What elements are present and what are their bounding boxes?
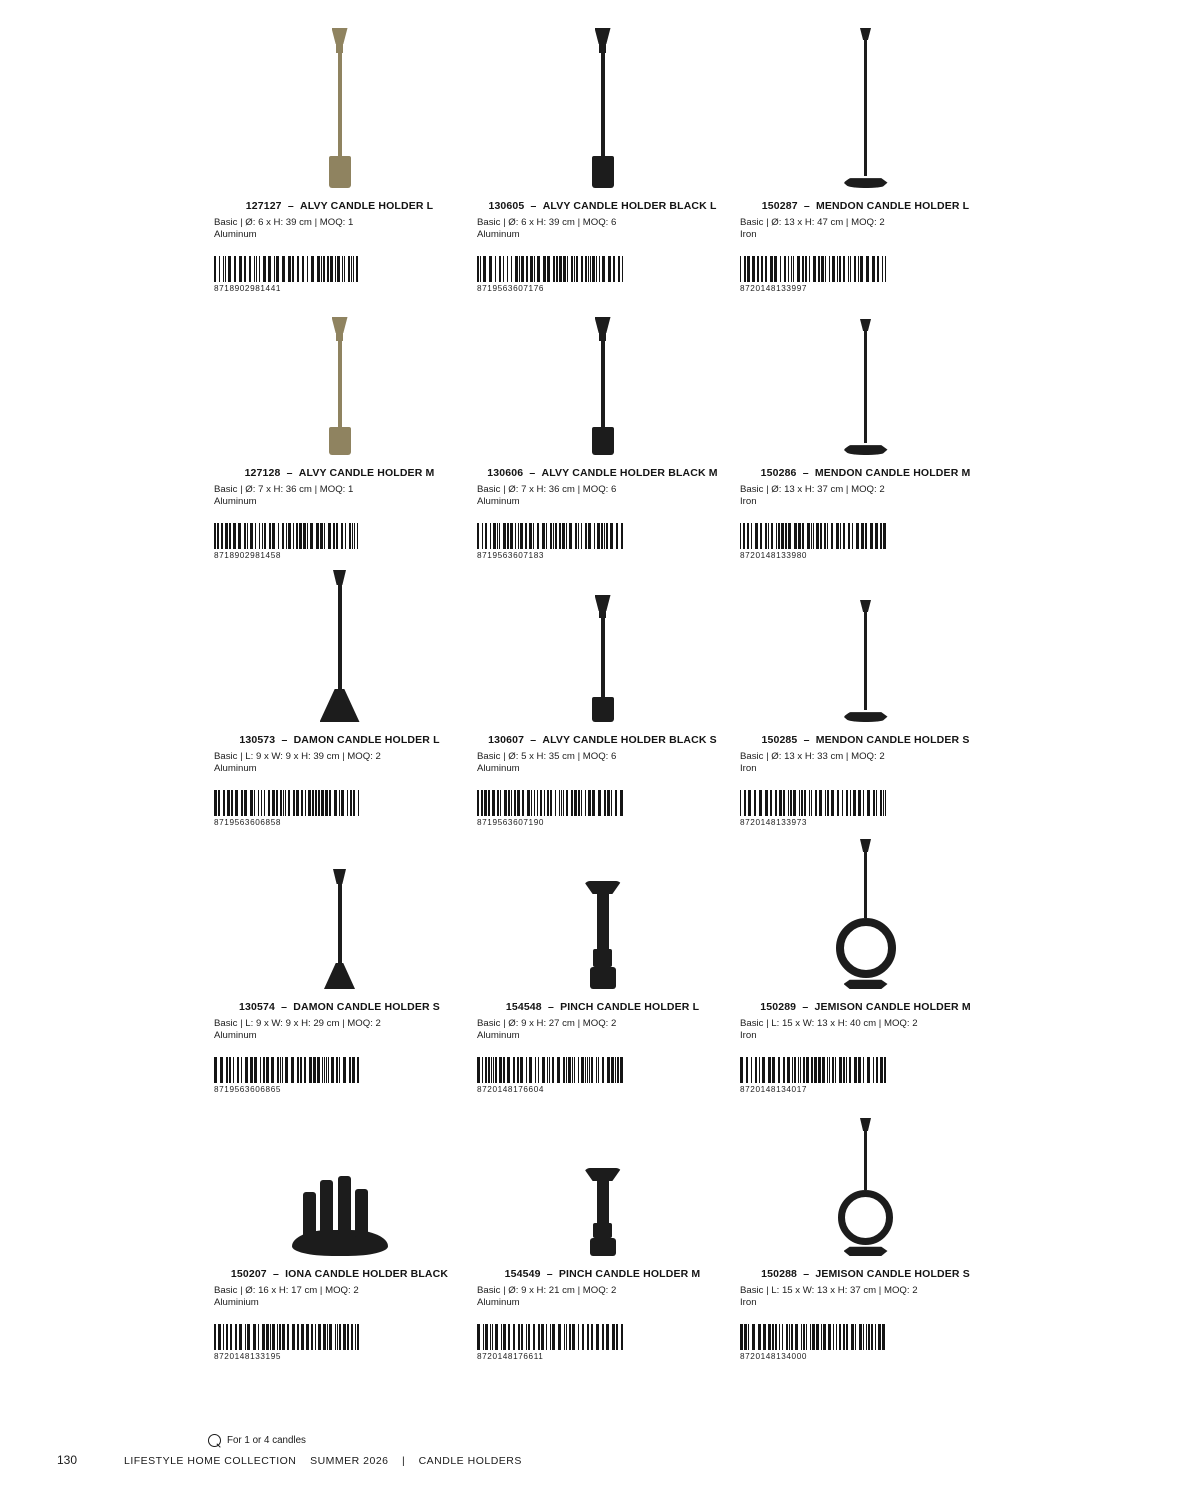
product-figure bbox=[734, 24, 997, 192]
product-image-jemison bbox=[826, 1118, 906, 1256]
product-name: MENDON CANDLE HOLDER S bbox=[815, 734, 970, 746]
product-cell bbox=[208, 558, 471, 825]
product-dash: – bbox=[530, 200, 537, 212]
product-code: 130574 bbox=[239, 1001, 275, 1013]
product-caption bbox=[471, 200, 734, 241]
product-title bbox=[471, 1001, 734, 1013]
barcode-number: 8720148133195 bbox=[214, 1352, 281, 1361]
product-title bbox=[734, 200, 997, 212]
product-barcode bbox=[477, 1057, 627, 1094]
product-dash: – bbox=[286, 467, 293, 479]
product-name: ALVY CANDLE HOLDER M bbox=[298, 467, 435, 479]
product-cell bbox=[208, 825, 471, 1092]
product-artwork bbox=[471, 825, 734, 989]
product-code: 130606 bbox=[487, 467, 524, 479]
product-name: DAMON CANDLE HOLDER L bbox=[293, 734, 440, 746]
product-code: 154548 bbox=[505, 1001, 542, 1013]
product-material: Aluminum bbox=[214, 229, 257, 240]
product-artwork bbox=[208, 1092, 471, 1256]
product-image-jemison bbox=[826, 839, 906, 989]
barcode-bars bbox=[214, 790, 360, 816]
barcode-bars bbox=[740, 256, 886, 282]
product-title bbox=[208, 734, 471, 746]
product-cell bbox=[734, 24, 997, 291]
product-specs: Basic | Ø: 9 x H: 27 cm | MOQ: 2 bbox=[477, 1018, 617, 1029]
product-title bbox=[471, 467, 734, 479]
product-name: ALVY CANDLE HOLDER BLACK S bbox=[542, 734, 717, 746]
product-artwork bbox=[734, 24, 997, 188]
product-artwork bbox=[208, 291, 471, 455]
product-cell bbox=[734, 825, 997, 1092]
product-figure bbox=[734, 291, 997, 459]
product-cell bbox=[471, 558, 734, 825]
product-dash: – bbox=[803, 1268, 810, 1280]
product-caption bbox=[471, 734, 734, 775]
footnote-text: For 1 or 4 candles bbox=[227, 1435, 306, 1446]
barcode-number: 8720148176604 bbox=[477, 1085, 544, 1094]
product-image-damon bbox=[305, 570, 375, 722]
product-cell bbox=[471, 1092, 734, 1359]
barcode-number: 8719563607183 bbox=[477, 551, 544, 560]
product-name: ALVY CANDLE HOLDER BLACK M bbox=[541, 467, 718, 479]
product-dash: – bbox=[281, 734, 288, 746]
product-image-alvy bbox=[310, 317, 370, 455]
product-caption bbox=[208, 734, 471, 775]
product-specs: Basic | Ø: 13 x H: 33 cm | MOQ: 2 bbox=[740, 751, 885, 762]
product-name: ALVY CANDLE HOLDER L bbox=[299, 200, 434, 212]
product-dash: – bbox=[802, 467, 809, 479]
product-title bbox=[471, 200, 734, 212]
barcode-bars bbox=[214, 256, 360, 282]
product-barcode bbox=[214, 523, 364, 560]
product-image-damon bbox=[305, 869, 375, 989]
product-material: Aluminum bbox=[477, 229, 520, 240]
product-specs: Basic | Ø: 9 x H: 21 cm | MOQ: 2 bbox=[477, 1285, 617, 1296]
product-code: 150288 bbox=[761, 1268, 798, 1280]
product-dash: – bbox=[547, 1001, 554, 1013]
product-specs: Basic | L: 9 x W: 9 x H: 39 cm | MOQ: 2 bbox=[214, 751, 381, 762]
product-barcode bbox=[740, 1057, 890, 1094]
product-code: 150289 bbox=[760, 1001, 797, 1013]
barcode-bars bbox=[477, 256, 623, 282]
barcode-number: 8718902981441 bbox=[214, 284, 281, 293]
product-material: Aluminum bbox=[214, 496, 257, 507]
product-caption bbox=[734, 734, 997, 775]
footer-separator: | bbox=[401, 1455, 406, 1467]
product-barcode bbox=[214, 256, 364, 293]
product-barcode bbox=[477, 1324, 627, 1361]
product-caption bbox=[471, 1268, 734, 1309]
footer-season: SUMMER 2026 bbox=[310, 1455, 389, 1467]
product-material: Aluminum bbox=[477, 763, 520, 774]
product-artwork bbox=[734, 1092, 997, 1256]
product-specs: Basic | Ø: 6 x H: 39 cm | MOQ: 6 bbox=[477, 217, 617, 228]
product-artwork bbox=[734, 825, 997, 989]
product-material: Iron bbox=[740, 229, 757, 240]
barcode-bars bbox=[214, 1324, 360, 1350]
product-artwork bbox=[471, 291, 734, 455]
barcode-number: 8720148134000 bbox=[740, 1352, 807, 1361]
barcode-bars bbox=[214, 523, 360, 549]
product-barcode bbox=[214, 790, 364, 827]
product-artwork bbox=[471, 24, 734, 188]
product-specs: Basic | Ø: 13 x H: 37 cm | MOQ: 2 bbox=[740, 484, 885, 495]
product-artwork bbox=[734, 291, 997, 455]
product-dash: – bbox=[287, 200, 294, 212]
page-footer bbox=[0, 1453, 1178, 1473]
product-barcode bbox=[214, 1057, 364, 1094]
product-name: DAMON CANDLE HOLDER S bbox=[293, 1001, 440, 1013]
product-material: Aluminium bbox=[214, 1297, 259, 1308]
product-cell bbox=[208, 24, 471, 291]
product-cell bbox=[208, 291, 471, 558]
barcode-number: 8720148133973 bbox=[740, 818, 807, 827]
footer-category: CANDLE HOLDERS bbox=[418, 1455, 522, 1467]
barcode-bars bbox=[740, 1057, 886, 1083]
barcode-number: 8719563606858 bbox=[214, 818, 281, 827]
product-material: Aluminum bbox=[477, 1297, 520, 1308]
product-cell bbox=[471, 825, 734, 1092]
product-caption bbox=[208, 200, 471, 241]
product-image-alvy bbox=[573, 595, 633, 722]
product-barcode bbox=[740, 256, 890, 293]
product-barcode bbox=[477, 256, 627, 293]
product-title bbox=[471, 1268, 734, 1280]
product-material: Aluminum bbox=[214, 763, 257, 774]
product-caption bbox=[734, 1268, 997, 1309]
product-image-alvy bbox=[573, 28, 633, 188]
product-dash: – bbox=[546, 1268, 553, 1280]
barcode-bars bbox=[740, 790, 886, 816]
product-specs: Basic | Ø: 6 x H: 39 cm | MOQ: 1 bbox=[214, 217, 354, 228]
product-image-mendon bbox=[831, 600, 901, 722]
barcode-number: 8718902981458 bbox=[214, 551, 281, 560]
product-name: ALVY CANDLE HOLDER BLACK L bbox=[542, 200, 717, 212]
product-figure bbox=[734, 558, 997, 726]
product-artwork bbox=[208, 24, 471, 188]
product-figure bbox=[471, 825, 734, 993]
product-specs: Basic | Ø: 7 x H: 36 cm | MOQ: 1 bbox=[214, 484, 354, 495]
product-code: 127128 bbox=[244, 467, 281, 479]
product-code: 150287 bbox=[761, 200, 798, 212]
product-specs: Basic | L: 15 x W: 13 x H: 37 cm | MOQ: 2 bbox=[740, 1285, 918, 1296]
product-figure bbox=[471, 291, 734, 459]
product-figure bbox=[208, 291, 471, 459]
product-caption bbox=[208, 1268, 471, 1309]
product-caption bbox=[471, 467, 734, 508]
product-title bbox=[734, 734, 997, 746]
product-caption bbox=[471, 1001, 734, 1042]
barcode-number: 8719563607190 bbox=[477, 818, 544, 827]
product-caption bbox=[208, 1001, 471, 1042]
product-material: Iron bbox=[740, 1297, 757, 1308]
page-number: 130 bbox=[57, 1453, 78, 1467]
product-title bbox=[208, 1001, 471, 1013]
footnote bbox=[208, 1434, 306, 1447]
product-barcode bbox=[740, 523, 890, 560]
product-cell bbox=[471, 291, 734, 558]
product-caption bbox=[208, 467, 471, 508]
product-specs: Basic | Ø: 5 x H: 35 cm | MOQ: 6 bbox=[477, 751, 617, 762]
product-code: 127127 bbox=[245, 200, 282, 212]
product-code: 150207 bbox=[230, 1268, 267, 1280]
product-grid bbox=[208, 24, 998, 1359]
product-image-pinch bbox=[568, 1168, 638, 1256]
footer-breadcrumb bbox=[124, 1455, 522, 1467]
product-specs: Basic | Ø: 16 x H: 17 cm | MOQ: 2 bbox=[214, 1285, 359, 1296]
product-artwork bbox=[471, 1092, 734, 1256]
product-code: 154549 bbox=[504, 1268, 541, 1280]
barcode-number: 8720148134017 bbox=[740, 1085, 807, 1094]
product-dash: – bbox=[281, 1001, 288, 1013]
product-name: MENDON CANDLE HOLDER L bbox=[816, 200, 970, 212]
product-figure bbox=[208, 558, 471, 726]
product-image-mendon bbox=[831, 28, 901, 188]
candle-count-icon bbox=[208, 1434, 221, 1447]
product-image-pinch bbox=[568, 881, 638, 989]
barcode-bars bbox=[214, 1057, 360, 1083]
product-artwork bbox=[208, 825, 471, 989]
barcode-number: 8720148133980 bbox=[740, 551, 807, 560]
product-artwork bbox=[208, 558, 471, 722]
barcode-bars bbox=[740, 523, 886, 549]
product-title bbox=[734, 1001, 997, 1013]
product-title bbox=[734, 467, 997, 479]
product-artwork bbox=[734, 558, 997, 722]
footer-collection: LIFESTYLE HOME COLLECTION bbox=[124, 1455, 297, 1467]
product-cell bbox=[734, 558, 997, 825]
product-dash: – bbox=[272, 1268, 279, 1280]
product-dash: – bbox=[529, 467, 536, 479]
product-cell bbox=[471, 24, 734, 291]
product-material: Aluminum bbox=[477, 1030, 520, 1041]
product-title bbox=[734, 1268, 997, 1280]
product-barcode bbox=[477, 523, 627, 560]
barcode-number: 8720148176611 bbox=[477, 1352, 544, 1361]
barcode-bars bbox=[477, 1324, 623, 1350]
product-dash: – bbox=[803, 734, 810, 746]
product-specs: Basic | L: 9 x W: 9 x H: 29 cm | MOQ: 2 bbox=[214, 1018, 381, 1029]
product-specs: Basic | Ø: 7 x H: 36 cm | MOQ: 6 bbox=[477, 484, 617, 495]
product-name: JEMISON CANDLE HOLDER M bbox=[814, 1001, 971, 1013]
product-barcode bbox=[214, 1324, 364, 1361]
product-figure bbox=[734, 1092, 997, 1260]
barcode-bars bbox=[477, 523, 623, 549]
product-figure bbox=[208, 24, 471, 192]
product-cell bbox=[734, 291, 997, 558]
product-code: 130605 bbox=[488, 200, 525, 212]
product-figure bbox=[734, 825, 997, 993]
product-code: 130607 bbox=[488, 734, 525, 746]
product-caption bbox=[734, 467, 997, 508]
barcode-bars bbox=[477, 1057, 623, 1083]
product-caption bbox=[734, 200, 997, 241]
product-name: JEMISON CANDLE HOLDER S bbox=[815, 1268, 970, 1280]
product-artwork bbox=[471, 558, 734, 722]
product-barcode bbox=[740, 1324, 890, 1361]
product-barcode bbox=[740, 790, 890, 827]
product-figure bbox=[471, 558, 734, 726]
product-figure bbox=[208, 1092, 471, 1260]
product-title bbox=[208, 200, 471, 212]
product-material: Iron bbox=[740, 763, 757, 774]
product-dash: – bbox=[530, 734, 537, 746]
product-figure bbox=[471, 1092, 734, 1260]
barcode-number: 8719563606865 bbox=[214, 1085, 281, 1094]
product-caption bbox=[734, 1001, 997, 1042]
product-image-alvy bbox=[573, 317, 633, 455]
product-specs: Basic | L: 15 x W: 13 x H: 40 cm | MOQ: 2 bbox=[740, 1018, 918, 1029]
product-name: PINCH CANDLE HOLDER M bbox=[558, 1268, 701, 1280]
product-name: MENDON CANDLE HOLDER M bbox=[814, 467, 971, 479]
product-title bbox=[208, 467, 471, 479]
product-material: Iron bbox=[740, 496, 757, 507]
barcode-bars bbox=[740, 1324, 886, 1350]
product-figure bbox=[471, 24, 734, 192]
product-material: Aluminum bbox=[477, 496, 520, 507]
barcode-number: 8719563607176 bbox=[477, 284, 544, 293]
product-figure bbox=[208, 825, 471, 993]
product-name: IONA CANDLE HOLDER BLACK bbox=[285, 1268, 449, 1280]
product-image-iona bbox=[285, 1164, 395, 1256]
product-image-mendon bbox=[831, 319, 901, 455]
barcode-number: 8720148133997 bbox=[740, 284, 807, 293]
product-code: 150285 bbox=[761, 734, 798, 746]
product-title bbox=[471, 734, 734, 746]
product-specs: Basic | Ø: 13 x H: 47 cm | MOQ: 2 bbox=[740, 217, 885, 228]
product-image-alvy bbox=[310, 28, 370, 188]
product-title bbox=[208, 1268, 471, 1280]
product-barcode bbox=[477, 790, 627, 827]
product-code: 150286 bbox=[760, 467, 797, 479]
product-code: 130573 bbox=[239, 734, 276, 746]
product-name: PINCH CANDLE HOLDER L bbox=[560, 1001, 700, 1013]
product-cell bbox=[208, 1092, 471, 1359]
barcode-bars bbox=[477, 790, 623, 816]
product-material: Iron bbox=[740, 1030, 757, 1041]
product-material: Aluminum bbox=[214, 1030, 257, 1041]
product-dash: – bbox=[802, 1001, 809, 1013]
product-dash: – bbox=[803, 200, 810, 212]
product-cell bbox=[734, 1092, 997, 1359]
